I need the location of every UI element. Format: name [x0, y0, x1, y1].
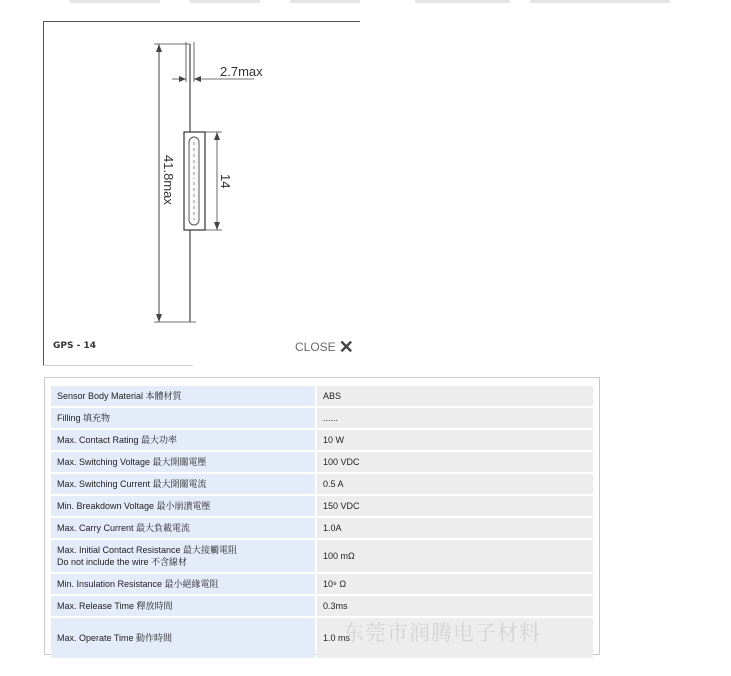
- spec-value: 10 W: [317, 430, 593, 450]
- table-row: [51, 430, 593, 452]
- spec-value: 100 mΩ: [317, 540, 593, 572]
- table-row: [51, 540, 593, 574]
- close-icon[interactable]: ✕: [338, 337, 354, 357]
- spec-value: ......: [317, 408, 593, 428]
- table-row: [51, 596, 593, 618]
- panel-divider: [43, 365, 193, 366]
- table-row: [51, 452, 593, 474]
- table-row: [51, 408, 593, 430]
- diameter-label: 2.7max: [220, 64, 263, 79]
- spec-label-note: Do not include the wire 不含線材: [57, 557, 188, 567]
- spec-label: Max. Switching Voltage 最大開關電壓: [51, 452, 315, 472]
- spec-table: [44, 377, 600, 655]
- spec-label: Filling 填充物: [51, 408, 315, 428]
- spec-label: Max. Initial Contact Resistance 最大接觸電阻: [57, 545, 238, 555]
- close-button[interactable]: [295, 337, 354, 357]
- table-row: [51, 496, 593, 518]
- spec-label: Max. Contact Rating 最大功率: [51, 430, 315, 450]
- spec-value: 10⁹ Ω: [317, 574, 593, 594]
- watermark: 东莞市润腾电子材料: [343, 621, 541, 645]
- top-strip: [60, 0, 680, 4]
- spec-value: 150 VDC: [317, 496, 593, 516]
- spec-label: Min. Breakdown Voltage 最小崩潰電壓: [51, 496, 315, 516]
- spec-value: 1.0A: [317, 518, 593, 538]
- spec-label: Max. Operate Time 動作時間: [51, 618, 315, 658]
- reed-sensor-drawing: [44, 22, 360, 366]
- table-row: [51, 574, 593, 596]
- spec-value: 0.3ms: [317, 596, 593, 616]
- spec-label: Max. Carry Current 最大負載電流: [51, 518, 315, 538]
- spec-value: 0.5 A: [317, 474, 593, 494]
- model-label: GPS - 14: [53, 341, 96, 351]
- body-length-label: 14: [218, 174, 233, 189]
- spec-label: Min. Insulation Resistance 最小絕緣電阻: [51, 574, 315, 594]
- spec-value: ABS: [317, 386, 593, 406]
- close-label: CLOSE: [295, 340, 336, 354]
- spec-label: Sensor Body Material 本體材質: [51, 386, 315, 406]
- spec-label: Max. Switching Current 最大開關電流: [51, 474, 315, 494]
- table-row: [51, 474, 593, 496]
- drawing-panel: [43, 21, 360, 366]
- length-label: 41.8max: [161, 155, 176, 205]
- spec-value: 100 VDC: [317, 452, 593, 472]
- table-row: [51, 518, 593, 540]
- table-row: [51, 386, 593, 408]
- spec-value: 1.0 ms: [317, 618, 593, 658]
- spec-label: Max. Release Time 釋放時間: [51, 596, 315, 616]
- spec-label-multiline: [51, 540, 315, 572]
